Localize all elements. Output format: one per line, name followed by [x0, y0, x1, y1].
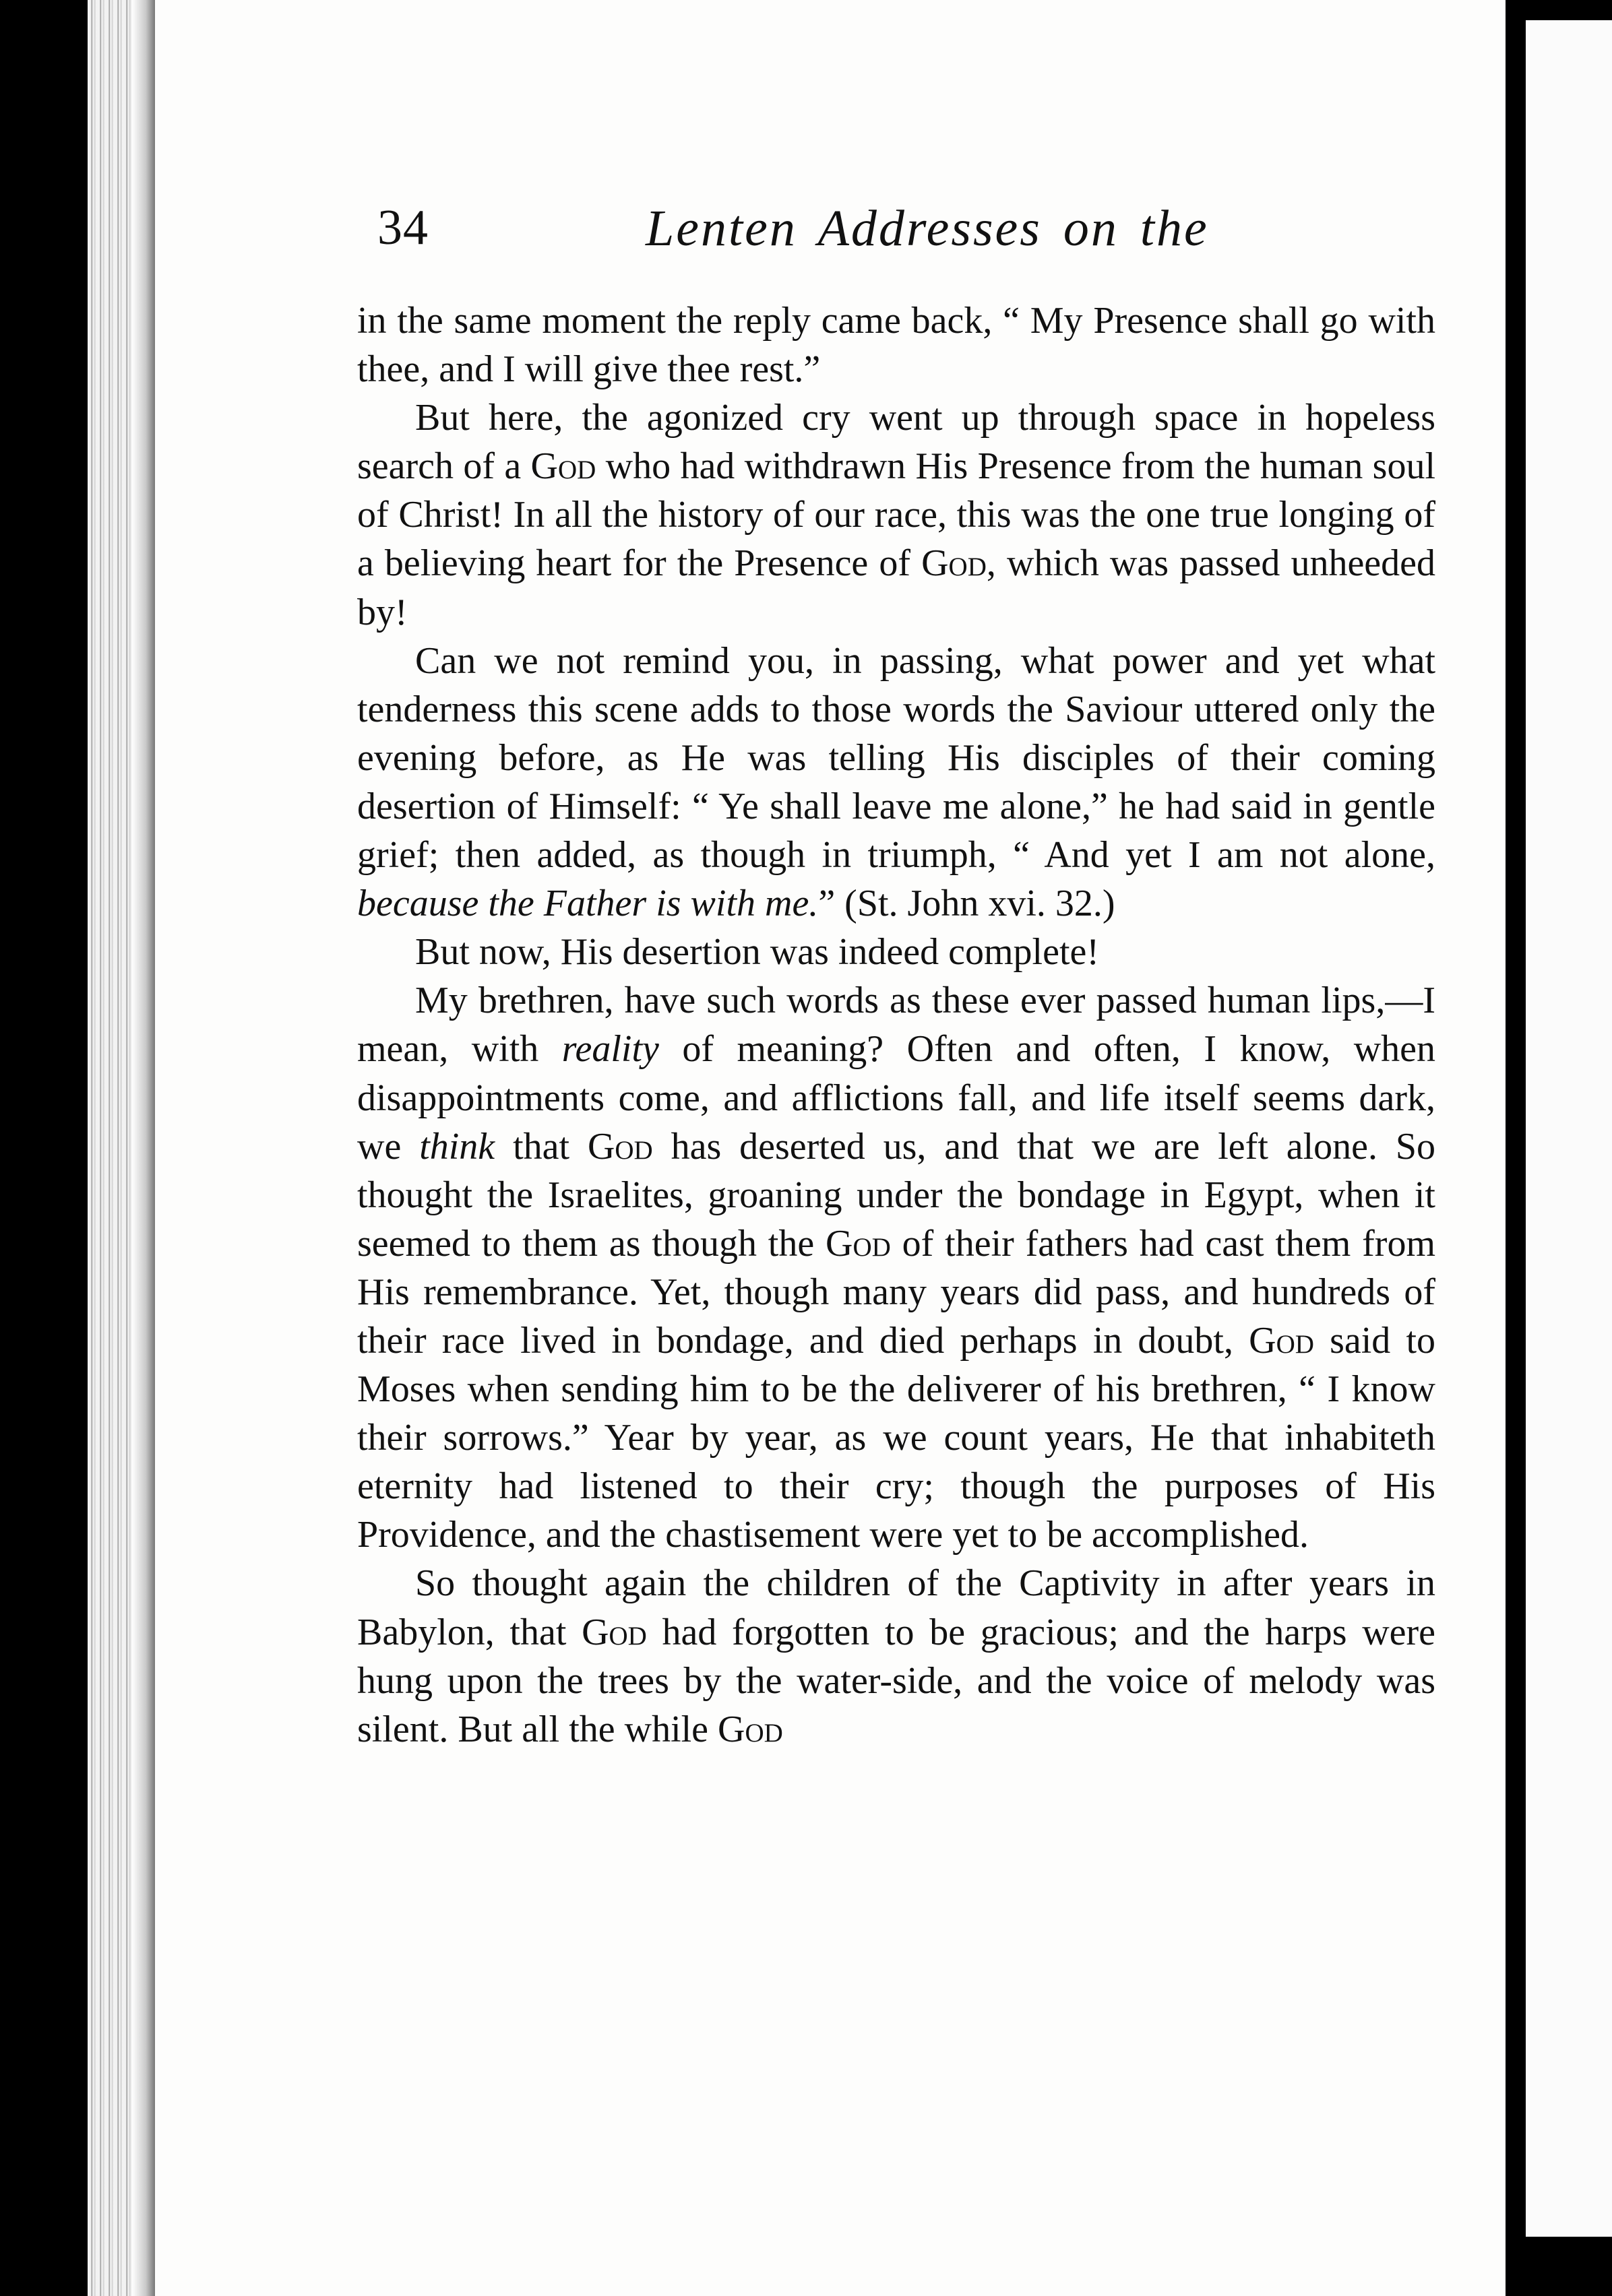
- paragraph-3-part-a: Can we not remind you, in passing, what power and yet what tenderness this scene adds to those words the Saviour uttered only the evening before, as He was telling His disciples of their coming desertion of Himself: “ Ye shall leave me alone,” he had said in gentle grief; then added, as though in triumph, “ And yet I am not alone,: [357, 639, 1435, 876]
- paragraph-1: [357, 296, 1435, 393]
- italic-reality: reality: [561, 1028, 659, 1071]
- paragraph-6-part-a: So thought again the children of the Captivity in after years in Babylon, that: [357, 1562, 1435, 1653]
- body-text: [357, 296, 1435, 1754]
- divine-name: God: [582, 1611, 647, 1653]
- italic-quote: because the Father is with me.: [357, 883, 819, 925]
- running-title: Lenten Addresses on the: [646, 200, 1209, 257]
- divine-name: God: [921, 542, 987, 585]
- divine-name: God: [826, 1222, 891, 1265]
- divine-name: God: [587, 1125, 653, 1168]
- paragraph-5-part-a: My brethren, have such words as these ever passed human lips,—I mean, with: [357, 980, 1435, 1071]
- paragraph-5-part-b: of meaning? Often and often, I know, when disappointments come, and afflictions fall, and life itself seems dark, we: [357, 1028, 1436, 1168]
- paragraph-3-part-b: ” (St. John xvi. 32.): [818, 883, 1115, 925]
- facing-page-edge: [1526, 20, 1612, 2237]
- paragraph-5-part-d: has deserted us, and that we are left alone. So thought the Israelites, groaning under the bondage in Egypt, when it seemed to them as though the: [357, 1125, 1436, 1265]
- paragraph-1-text: in the same moment the reply came back, “ My Presence shall go with thee, and I will give thee rest.”: [357, 300, 1435, 391]
- page-number: 34: [377, 200, 429, 255]
- paragraph-2-part-a: But here, the agonized cry went up through space in hopeless search of a: [357, 397, 1435, 488]
- paragraph-2-part-c: , which was passed unheeded by!: [357, 542, 1436, 633]
- paragraph-4-text: But now, His desertion was indeed complete!: [415, 931, 1100, 974]
- divine-name: God: [718, 1708, 783, 1750]
- paragraph-4: [357, 928, 1435, 976]
- paragraph-6: [357, 1559, 1435, 1753]
- paragraph-6-part-b: had forgotten to be gracious; and the harps were hung upon the trees by the water-side, and the voice of melody was silent. But all the while: [357, 1611, 1436, 1750]
- italic-think: think: [419, 1125, 495, 1168]
- paragraph-5-part-c: that: [513, 1125, 570, 1168]
- book-gutter: [132, 0, 155, 2296]
- paragraph-3: [357, 637, 1435, 928]
- running-head: [377, 199, 1429, 274]
- paragraph-5-part-f: said to Moses when sending him to be the deliverer of his brethren, “ I know their sorrows.” Year by year, as we count years, He that inhabiteth eternity had listened to their cry; though the purposes of His Providence, and the chastisement were yet to be accomplished.: [357, 1319, 1436, 1556]
- paragraph-5-part-e: of their fathers had cast them from His remembrance. Yet, though many years did pass, and hundreds of their race lived in bondage, and died perhaps in doubt,: [357, 1222, 1435, 1362]
- divine-name: God: [530, 445, 596, 488]
- paragraph-2-part-b: who had withdrawn His Presence from the human soul of Christ! In all the history of our race, this was the one true longing of a believing heart for the Presence of: [357, 445, 1436, 585]
- divine-name: God: [1249, 1319, 1314, 1362]
- paragraph-5: [357, 976, 1435, 1559]
- paragraph-2: [357, 393, 1435, 636]
